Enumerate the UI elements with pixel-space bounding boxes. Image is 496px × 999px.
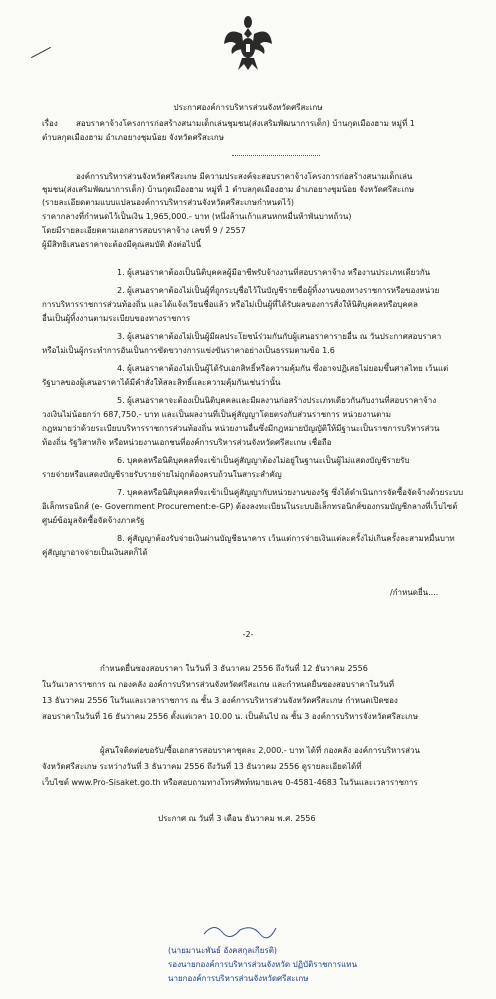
condition-line: รัฐบาลของผู้เสนอราคาได้มีคำสั่งให้สละสิทธิ์และความคุ้มกันเช่นว่านั้น xyxy=(42,378,281,387)
pen-mark xyxy=(31,47,51,58)
condition-line: กฎหมายว่าด้วยระเบียบบริหารราชการส่วนท้องถิ่น หน่วยงานอื่นซึ่งมีกฎหมายบัญญัติให้มีฐานะเป็นราชการบริหารส่วน xyxy=(42,424,440,433)
schedule-line: กำหนดยื่นซองสอบราคา ในวันที่ 3 ธันวาคม 2556 ถึงวันที่ 12 ธันวาคม 2556 xyxy=(100,664,368,673)
condition-line: 1. ผู้เสนอราคาต้องเป็นนิติบุคคลผู้มีอาชีพรับจ้างงานที่สอบราคาจ้าง หรืองานประเภทเดียวกัน xyxy=(117,268,431,277)
schedule-line: ในวันเวลาราชการ ณ กองคลัง องค์การบริหารส่วนจังหวัดศรีสะเกษ และกำหนดยื่นซองสอบราคาในวันที่ xyxy=(42,680,394,689)
condition-line: อิเล็กทรอนิกส์ (e- Government Procurement:e-GP) ต้องลงทะเบียนในระบบอิเล็กทรอนิกส์ของกรมบัญชีกลางที่เว็บไซต์ xyxy=(42,502,458,511)
condition-line: ท้องถิ่น รัฐวิสาหกิจ หรือหน่วยงานเอกชนที่องค์การบริหารส่วนจังหวัดศรีสะเกษ เชื่อถือ xyxy=(42,438,332,447)
condition-line: การบริหารราชการส่วนท้องถิ่น และได้แจ้งเวียนชื่อแล้ว หรือไม่เป็นผู้ที่ได้รับผลของการสั่งให้นิติบุคคลหรือบุคคล xyxy=(42,300,418,309)
condition-line: ศูนย์ข้อมูลจัดซื้อจัดจ้างภาครัฐ xyxy=(42,516,145,525)
condition-line: 7. บุคคลหรือนิติบุคคลที่จะเข้าเป็นคู่สัญญากับหน่วยงานของรัฐ ซึ่งได้ดำเนินการจัดซื้อจัดจ้างด้วยระบบ xyxy=(117,488,464,497)
condition-line: 4. ผู้เสนอราคาต้องไม่เป็นผู้ได้รับเอกสิทธิ์หรือความคุ้มกัน ซึ่งอาจปฏิเสธไม่ยอมขึ้นศาลไทย เว้นแต่ xyxy=(117,364,449,373)
condition-line: วงเงินไม่น้อยกว่า 687,750.- บาท และเป็นผลงานที่เป็นคู่สัญญาโดยตรงกับส่วนราชการ หน่วยงานตาม xyxy=(42,410,392,419)
body-line: ราคากลางที่กำหนดไว้เป็นเงิน 1,965,000.- บาท (หนึ่งล้านเก้าแสนหกหมื่นห้าพันบาทถ้วน) xyxy=(42,212,352,221)
announce-date: ประกาศ ณ วันที่ 3 เดือน ธันวาคม พ.ศ. 2556 xyxy=(158,814,316,823)
separator xyxy=(232,155,320,156)
condition-line: รายจ่ายหรือแสดงบัญชีรายรับรายจ่ายไม่ถูกต้องครบถ้วนในสาระสำคัญ xyxy=(42,470,282,479)
page-number: -2- xyxy=(242,630,254,639)
document-info-line: จังหวัดศรีสะเกษ ระหว่างวันที่ 3 ธันวาคม 2556 ถึงวันที่ 13 ธันวาคม 2556 ดูรายละเอียดได้ที่ xyxy=(42,762,362,771)
signatory-title: รองนายกองค์การบริหารส่วนจังหวัด ปฏิบัติราชการแทน xyxy=(168,960,358,969)
signatory-title: นายกองค์การบริหารส่วนจังหวัดศรีสะเกษ xyxy=(168,974,309,983)
continued-marker: /กำหนดยื่น.... xyxy=(390,588,439,597)
subject-label: เรื่อง xyxy=(42,119,58,128)
condition-line: 3. ผู้เสนอราคาต้องไม่เป็นผู้มีผลประโยชน์ร่วมกันกับผู้เสนอราคารายอื่น ณ วันประกาศสอบราคา xyxy=(117,332,442,341)
document-info-line: เว็บไซต์ www.Pro-Sisaket.go.th หรือสอบถามทางโทรศัพท์หมายเลข 0-4581-4683 ในวันและเวลาราชการ xyxy=(42,778,418,787)
announcement-heading: ประกาศองค์การบริหารส่วนจังหวัดศรีสะเกษ xyxy=(173,103,323,112)
subject-line-1: สอบราคาจ้างโครงการก่อสร้างสนามเด็กเล่นชุมชน(ส่งเสริมพัฒนาการเด็ก) บ้านกุดเมืองฮาม หมู่ที่ 1 xyxy=(76,119,415,128)
document-info-line: ผู้สนใจติดต่อขอรับ/ซื้อเอกสารสอบราคาชุดละ 2,000.- บาท ได้ที่ กองคลัง องค์การบริหารส่วน xyxy=(100,746,420,755)
condition-line: คู่สัญญาอาจจ่ายเป็นเงินสดก็ได้ xyxy=(42,548,148,557)
condition-line: 5. ผู้เสนอราคาจะต้องเป็นนิติบุคคลและมีผลงานก่อสร้างประเภทเดียวกันกับงานที่สอบราคาจ้าง xyxy=(117,396,437,405)
condition-line: 8. คู่สัญญาต้องรับจ่ายเงินผ่านบัญชีธนาคาร เว้นแต่การจ่ายเงินแต่ละครั้งไม่เกินครั้งละสามหมื่นบาท xyxy=(117,534,455,543)
body-line: (รายละเอียดตามแบบแปลนองค์การบริหารส่วนจังหวัดศรีสะเกษกำหนดไว้) xyxy=(42,198,294,207)
garuda-emblem-icon xyxy=(222,14,274,72)
schedule-line: 13 ธันวาคม 2556 ในวันและเวลาราชการ ณ ชั้น 3 องค์การบริหารส่วนจังหวัดศรีสะเกษ กำหนดเปิดซอง xyxy=(42,696,398,705)
subject-line-2: ตำบลกุดเมืองฮาม อำเภอยางชุมน้อย จังหวัดศรีสะเกษ xyxy=(42,133,224,142)
body-line: ชุมชน(ส่งเสริมพัฒนาการเด็ก) บ้านกุดเมืองฮาม หมู่ที่ 1 ตำบลกุดเมืองฮาม อำเภอยางชุมน้อย จังหวัดศรีสะเกษ xyxy=(42,185,415,194)
condition-line: หรือไม่เป็นผู้กระทำการอันเป็นการขัดขวางการแข่งขันราคาอย่างเป็นธรรมตามข้อ 1.6 xyxy=(42,346,335,355)
body-line: โดยมีรายละเอียดตามเอกสารสอบราคาจ้าง เลขที่ 9 / 2557 xyxy=(42,226,246,235)
condition-line: อื่นเป็นผู้ทิ้งงานตามระเบียบของทางราชการ xyxy=(42,314,191,323)
body-line: องค์การบริหารส่วนจังหวัดศรีสะเกษ มีความประสงค์จะสอบราคาจ้างโครงการก่อสร้างสนามเด็กเล่น xyxy=(76,172,413,181)
body-line: ผู้มีสิทธิเสนอราคาจะต้องมีคุณสมบัติ ดังต่อไปนี้ xyxy=(42,240,202,249)
signatory-name: (นายมานะพันธ์ อังคสกุลเกียรติ) xyxy=(168,946,278,955)
schedule-line: สอบราคาในวันที่ 16 ธันวาคม 2556 ตั้งแต่เวลา 10.00 น. เป็นต้นไป ณ ชั้น 3 องค์การบริหารจังหวัดศรีสะเกษ xyxy=(42,712,419,721)
condition-line: 6. บุคคลหรือนิติบุคคลที่จะเข้าเป็นคู่สัญญาต้องไม่อยู่ในฐานะเป็นผู้ไม่แสดงบัญชีรายรับ xyxy=(117,456,410,465)
condition-line: 2. ผู้เสนอราคาต้องไม่เป็นผู้ที่ถูกระบุชื่อไว้ในบัญชีรายชื่อผู้ทิ้งงานของทางราชการหรือของหน่วย xyxy=(117,286,440,295)
handwritten-signature xyxy=(200,920,280,940)
